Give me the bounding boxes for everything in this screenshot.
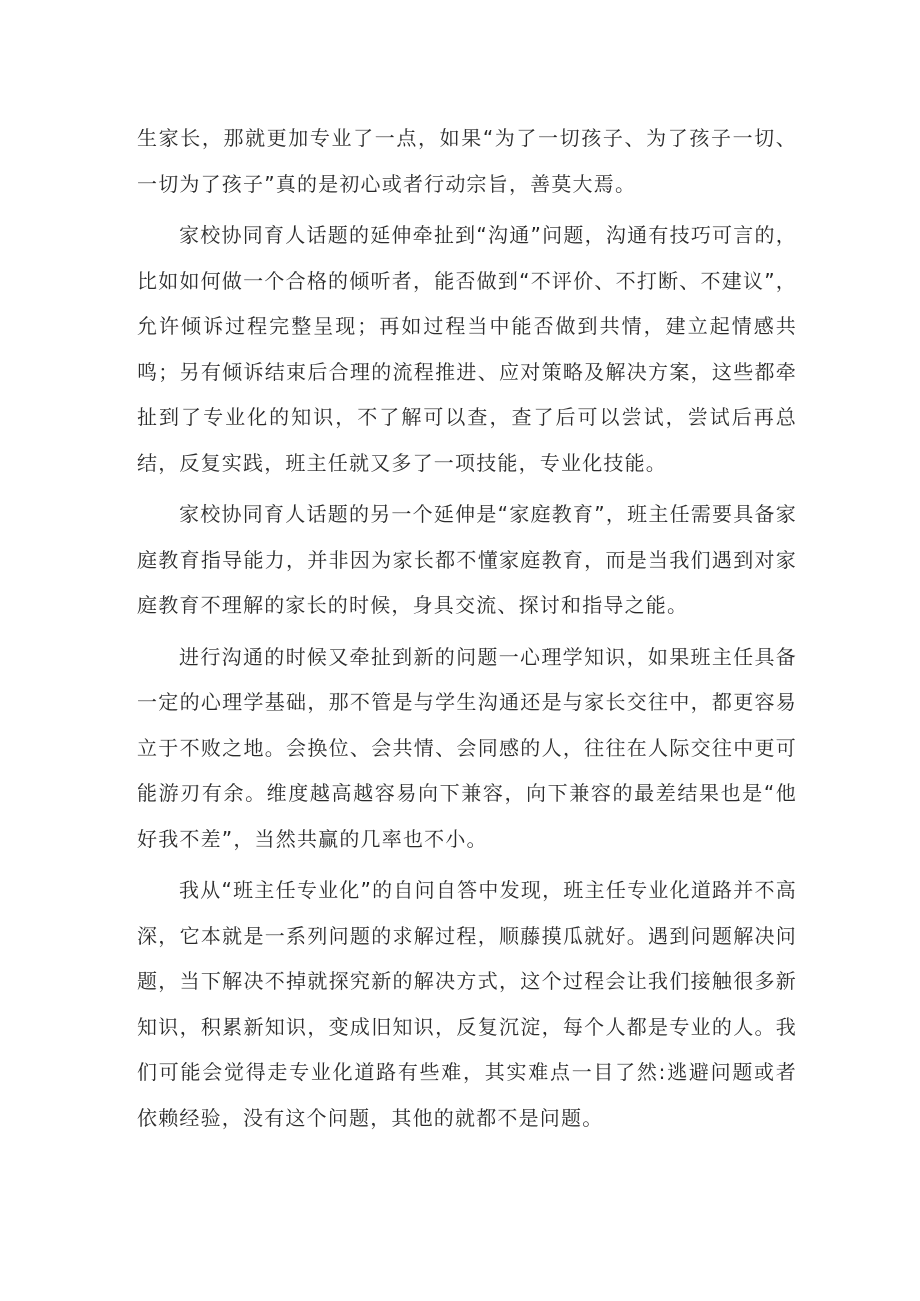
- paragraph-communication: 家校协同育人话题的延伸牵扯到“沟通”问题，沟通有技巧可言的，比如如何做一个合格的倾听者，能否做到“不评价、不打断、不建议”，允许倾诉过程完整呈现；再如过程当中能否做到共情，建立起情感共鸣；另有倾诉结束后合理的流程推进、应对策略及解决方案，这些都牵扯到了专业化的知识，不了解可以查，查了后可以尝试，尝试后再总结，反复实践，班主任就又多了一项技能，专业化技能。: [137, 223, 797, 475]
- paragraph-continuation: 生家长，那就更加专业了一点，如果“为了一切孩子、为了孩子一切、一切为了孩子”真的是初心或者行动宗旨，善莫大焉。: [137, 126, 797, 196]
- paragraph-psychology: 进行沟通的时候又牵扯到新的问题一心理学知识，如果班主任具备一定的心理学基础，那不管是与学生沟通还是与家长交往中，都更容易立于不败之地。会换位、会共情、会同感的人，往往在人际交往中更可能游刃有余。维度越高越容易向下兼容，向下兼容的最差结果也是“他好我不差”，当然共赢的几率也不小。: [137, 644, 797, 851]
- paragraph-family-education: 家校协同育人话题的另一个延伸是“家庭教育”，班主任需要具备家庭教育指导能力，并非因为家长都不懂家庭教育，而是当我们遇到对家庭教育不理解的家长的时候，身具交流、探讨和指导之能。: [137, 502, 797, 617]
- document-body: [137, 116, 797, 1141]
- paragraph-conclusion: 我从“班主任专业化”的自问自答中发现，班主任专业化道路并不高深，它本就是一系列问题的求解过程，顺藤摸瓜就好。遇到问题解决问题，当下解决不掉就探究新的解决方式，这个过程会让我们接触很多新知识，积累新知识，变成旧知识，反复沉淀，每个人都是专业的人。我们可能会觉得走专业化道路有些难，其实难点一目了然:逃避问题或者依赖经验，没有这个问题，其他的就都不是问题。: [137, 878, 797, 1130]
